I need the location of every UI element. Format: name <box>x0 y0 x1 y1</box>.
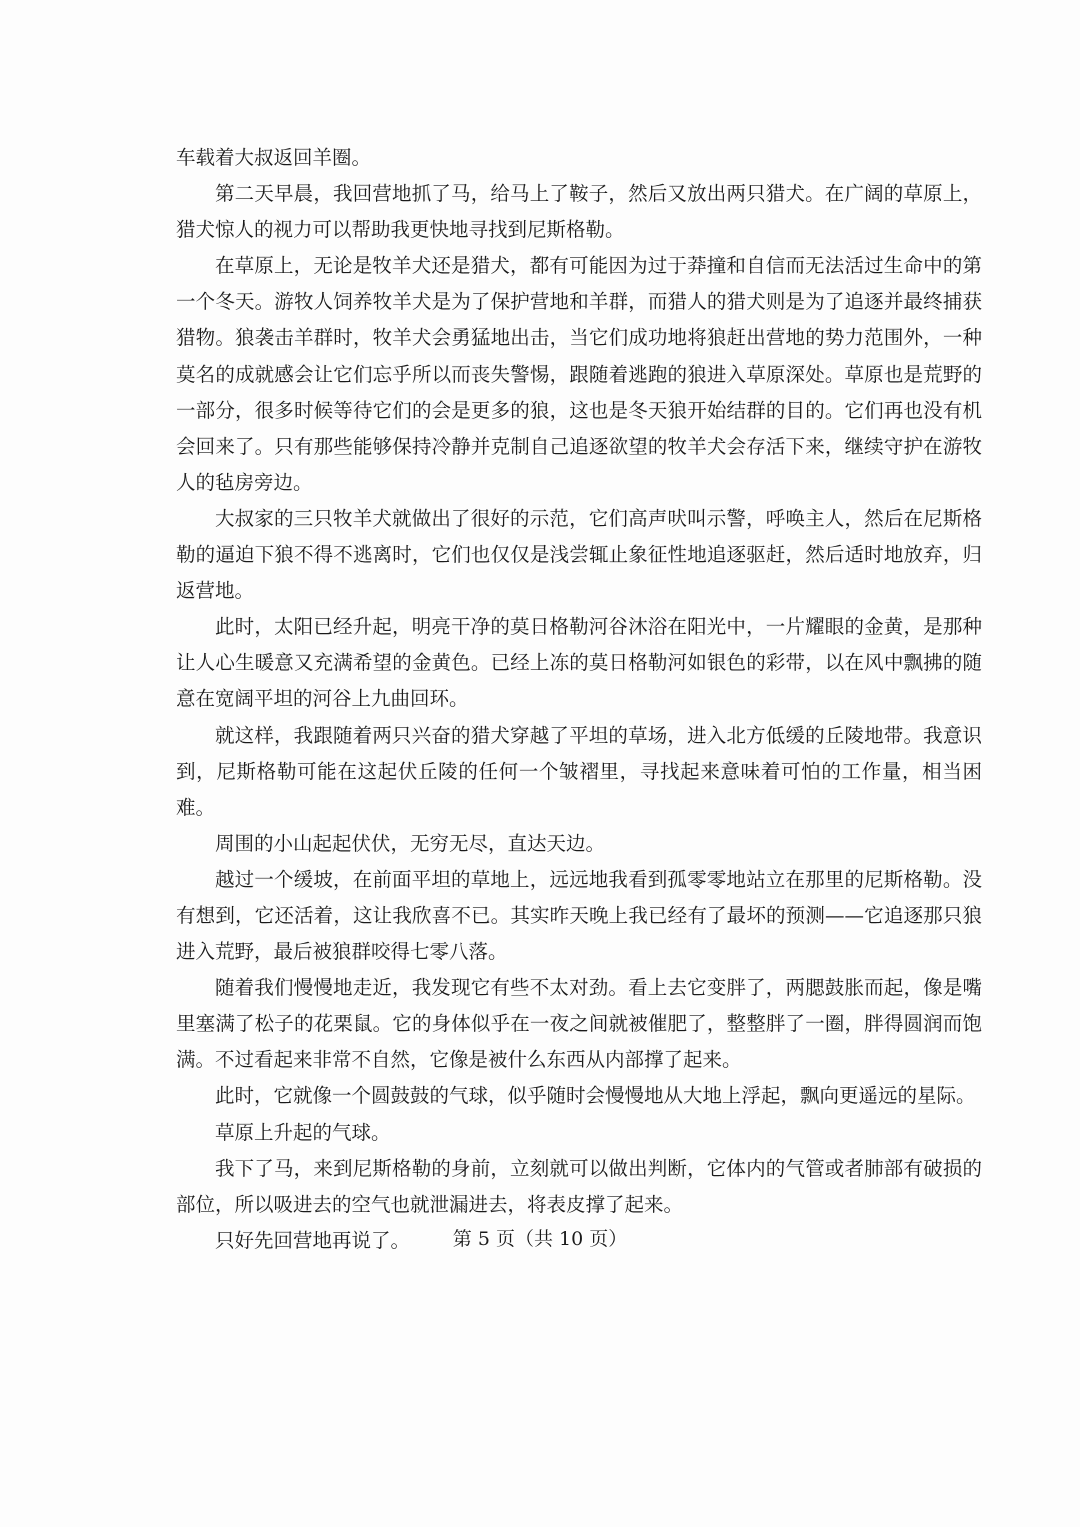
paragraph: 在草原上，无论是牧羊犬还是猎犬，都有可能因为过于莽撞和自信而无法活过生命中的第一个冬天。游牧人饲养牧羊犬是为了保护营地和羊群，而猎人的猎犬则是为了追逐并最终捕获猎物。狼袭击羊群时，牧羊犬会勇猛地出击，当它们成功地将狼赶出营地的势力范围外，一种莫名的成就感会让它们忘乎所以而丧失警惕，跟随着逃跑的狼进入草原深处。草原也是荒野的一部分，很多时候等待它们的会是更多的狼，这也是冬天狼开始结群的目的。它们再也没有机会回来了。只有那些能够保持冷静并克制自己追逐欲望的牧羊犬会存活下来，继续守护在游牧人的毡房旁边。 <box>176 254 982 494</box>
paragraph: 草原上升起的气球。 <box>215 1120 391 1144</box>
paragraph: 大叔家的三只牧羊犬就做出了很好的示范，它们高声吠叫示警，呼唤主人，然后在尼斯格勒的逼迫下狼不得不逃离时，它们也仅仅是浅尝辄止象征性地追逐驱赶，然后适时地放弃，归返营地。 <box>176 506 982 603</box>
page-number-footer: 第 5 页（共 10 页） <box>452 1228 628 1250</box>
paragraph: 此时，太阳已经升起，明亮干净的莫日格勒河谷沐浴在阳光中，一片耀眼的金黄，是那种让人心生暖意又充满希望的金黄色。已经上冻的莫日格勒河如银色的彩带，以在风中飘拂的随意在宽阔平坦的河谷上九曲回环。 <box>176 615 982 711</box>
paragraph: 就这样，我跟随着两只兴奋的猎犬穿越了平坦的草场，进入北方低缓的丘陵地带。我意识到，尼斯格勒可能在这起伏丘陵的任何一个皱褶里，寻找起来意味着可怕的工作量，相当困难。 <box>176 723 982 819</box>
paragraph: 随着我们慢慢地走近，我发现它有些不太对劲。看上去它变胖了，两腮鼓胀而起，像是嘴里塞满了松子的花栗鼠。它的身体似乎在一夜之间就被催肥了，整整胖了一圈，胖得圆润而饱满。不过看起来非常不自然，它像是被什么东西从内部撑了起来。 <box>176 976 982 1072</box>
paragraph: 第二天早晨，我回营地抓了马，给马上了鞍子，然后又放出两只猎犬。在广阔的草原上，猎犬惊人的视力可以帮助我更快地寻找到尼斯格勒。 <box>176 182 982 242</box>
paragraph-continuation: 车载着大叔返回羊圈。 <box>176 146 372 169</box>
paragraph: 越过一个缓坡，在前面平坦的草地上，远远地我看到孤零零地站立在那里的尼斯格勒。没有想到，它还活着，这让我欣喜不已。其实昨天晚上我已经有了最坏的预测——它追逐那只狼进入荒野，最后被狼群咬得七零八落。 <box>176 867 982 964</box>
passage-body <box>176 140 982 1259</box>
paragraph: 此时，它就像一个圆鼓鼓的气球，似乎随时会慢慢地从大地上浮起，飘向更遥远的星际。 <box>215 1084 976 1108</box>
paragraph: 周围的小山起起伏伏，无穷无尽，直达天边。 <box>215 831 606 855</box>
paragraph: 我下了马，来到尼斯格勒的身前，立刻就可以做出判断，它体内的气管或者肺部有破损的部位，所以吸进去的空气也就泄漏进去，将表皮撑了起来。 <box>176 1156 982 1216</box>
paragraph: 只好先回营地再说了。 <box>215 1228 411 1252</box>
